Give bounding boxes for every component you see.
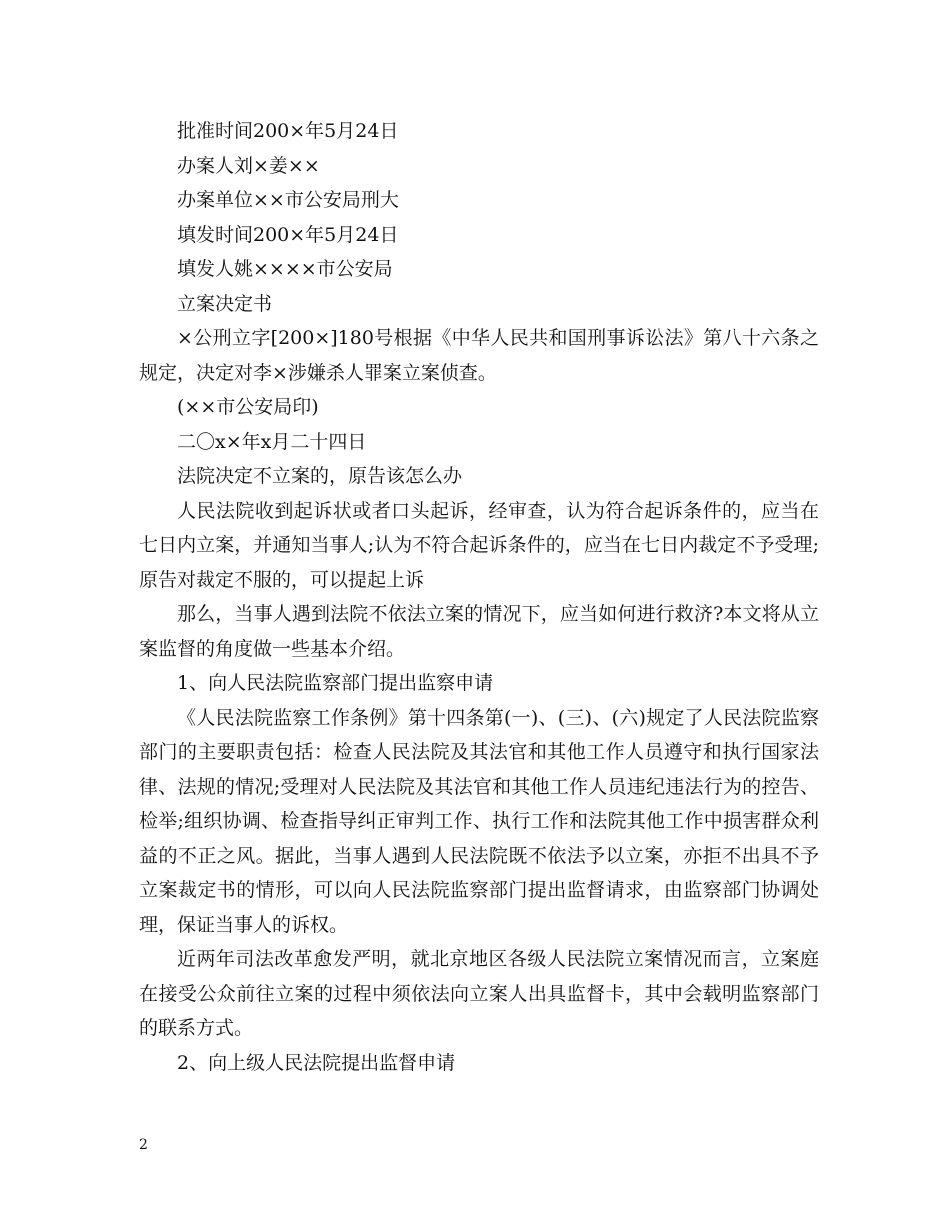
issuer: 填发人姚××××市公安局 [177, 258, 393, 280]
body-paragraph: 《人民法院监察工作条例》第十四条第(一)、(三)、(六)规定了人民法院监察部门的主要职责包括：检查人民法院及其法官和其他工作人员遵守和执行国家法律、法规的情况;受理对人民法院及其法官和其他工作人员违纪违法行为的控告、检举;组织协调、检查指导纠正审判工作、执行工作和法院其他工作中损害群众利益的不正之风。据此，当事人遇到人民法院既不依法予以立案，亦拒不出具不予立案裁定书的情形，可以向人民法院监察部门提出监督请求，由监察部门协调处理，保证当事人的诉权。 [139, 706, 819, 936]
case-handler: 办案人刘×姜×× [177, 154, 320, 177]
seal-note: (××市公安局印) [177, 396, 319, 418]
decision-title: 立案决定书 [177, 292, 273, 315]
approval-time: 批准时间200×年5月24日 [177, 120, 399, 142]
body-paragraph: 那么，当事人遇到法院不依法立案的情况下，应当如何进行救济?本文将从立案监督的角度做一些基本介绍。 [139, 603, 819, 660]
decision-text: ×公刑立字[200×]180号根据《中华人民共和国刑事诉讼法》第八十六条之规定，决定对李×涉嫌杀人罪案立案侦查。 [139, 327, 819, 384]
list-heading-1: 1、向人民法院监察部门提出监察申请 [177, 672, 494, 694]
handling-unit: 办案单位××市公安局刑大 [177, 189, 399, 211]
body-paragraph: 近两年司法改革愈发严明，就北京地区各级人民法院立案情况而言，立案庭在接受公众前往立案的过程中须依法向立案人出具监督卡，其中会载明监察部门的联系方式。 [139, 948, 819, 1039]
list-heading-2: 2、向上级人民法院提出监督申请 [177, 1051, 456, 1074]
body-paragraph: 人民法院收到起诉状或者口头起诉，经审查，认为符合起诉条件的，应当在七日内立案，并通知当事人;认为不符合起诉条件的，应当在七日内裁定不予受理;原告对裁定不服的，可以提起上诉 [139, 499, 819, 591]
document-body [139, 114, 819, 1080]
page-number: 2 [139, 1137, 148, 1153]
section-heading: 法院决定不立案的，原告该怎么办 [177, 465, 463, 487]
issue-time: 填发时间200×年5月24日 [177, 223, 399, 246]
decision-date: 二〇x×年x月二十四日 [177, 430, 367, 453]
